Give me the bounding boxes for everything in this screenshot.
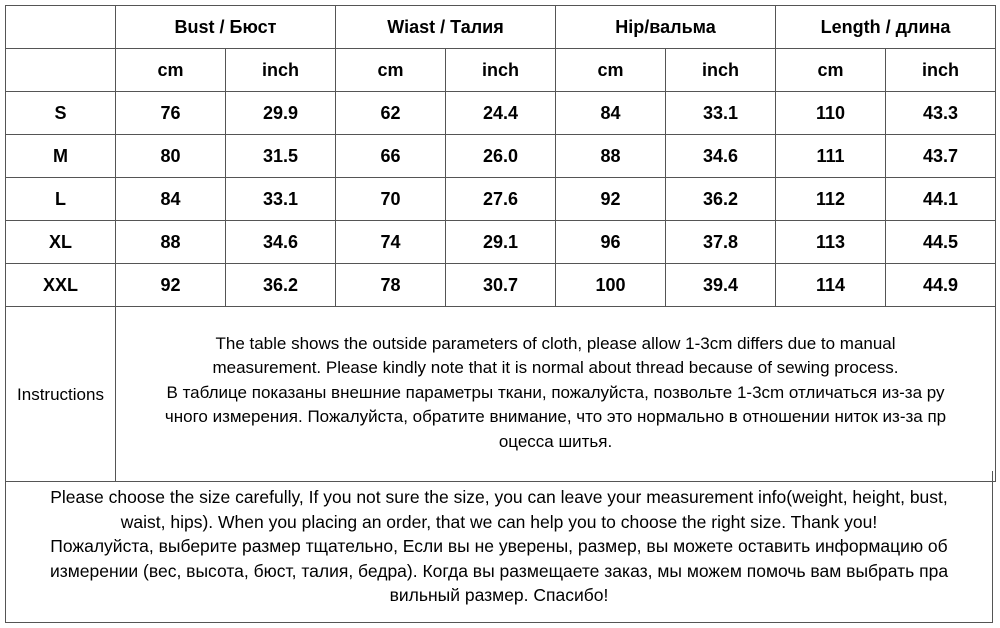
- table-cell: 29.1: [446, 221, 556, 264]
- instructions-row: [6, 307, 996, 482]
- table-cell: 43.7: [886, 135, 996, 178]
- table-cell: 33.1: [666, 92, 776, 135]
- instructions-line: The table shows the outside parameters of cloth, please allow 1-3cm differs due to manual: [215, 333, 896, 353]
- unit-cell: inch: [226, 49, 336, 92]
- instructions-line: чного измерения. Пожалуйста, обратите внимание, что это нормально в отношении ниток из-за пр: [164, 407, 947, 427]
- table-cell: 43.3: [886, 92, 996, 135]
- table-cell: 62: [336, 92, 446, 135]
- table-cell: 92: [116, 264, 226, 307]
- table-cell: 76: [116, 92, 226, 135]
- table-row: [6, 221, 996, 264]
- table-cell: 113: [776, 221, 886, 264]
- column-header: Wiast / Талия: [336, 6, 556, 49]
- table-cell: 34.6: [226, 221, 336, 264]
- table-row: [6, 264, 996, 307]
- table-cell: 27.6: [446, 178, 556, 221]
- table-cell: 36.2: [666, 178, 776, 221]
- table-cell: 88: [556, 135, 666, 178]
- unit-cell: inch: [666, 49, 776, 92]
- unit-cell: cm: [116, 49, 226, 92]
- notice-line: измерении (вес, высота, бюст, талия, бедра). Когда вы размещаете заказ, мы можем помочь вам выбрать пра: [49, 560, 949, 581]
- table-cell: 100: [556, 264, 666, 307]
- column-header: Length / длина: [776, 6, 996, 49]
- size-label: XL: [6, 221, 116, 264]
- notice-line: waist, hips). When you placing an order, that we can help you to choose the right size. Thank you!: [120, 511, 878, 532]
- notice-line: Пожалуйста, выберите размер тщательно, Если вы не уверены, размер, вы можете оставить информацию об: [50, 536, 948, 556]
- unit-cell: inch: [886, 49, 996, 92]
- table-cell: 44.1: [886, 178, 996, 221]
- unit-cell: cm: [556, 49, 666, 92]
- notice-line: вильный размер. Спасибо!: [389, 585, 609, 605]
- table-cell: 92: [556, 178, 666, 221]
- unit-row: [6, 49, 996, 92]
- table-cell: 24.4: [446, 92, 556, 135]
- column-header: Hip/вальма: [556, 6, 776, 49]
- table-cell: 112: [776, 178, 886, 221]
- table-cell: 74: [336, 221, 446, 264]
- size-label: M: [6, 135, 116, 178]
- instructions-line: оцесса шитья.: [498, 431, 613, 451]
- table-cell: 80: [116, 135, 226, 178]
- header-row: [6, 6, 996, 49]
- size-label: S: [6, 92, 116, 135]
- notice-line: Please choose the size carefully, If you not sure the size, you can leave your measurement info(weight, height, bust,: [50, 487, 948, 507]
- size-label: XXL: [6, 264, 116, 307]
- table-cell: 84: [556, 92, 666, 135]
- corner-cell: [6, 49, 116, 92]
- table-cell: 110: [776, 92, 886, 135]
- table-cell: 96: [556, 221, 666, 264]
- table-cell: 39.4: [666, 264, 776, 307]
- table-cell: 114: [776, 264, 886, 307]
- table-cell: 84: [116, 178, 226, 221]
- table-cell: 44.9: [886, 264, 996, 307]
- table-row: [6, 135, 996, 178]
- instructions-line: measurement. Please kindly note that it is normal about thread because of sewing process.: [212, 358, 899, 378]
- table-cell: 37.8: [666, 221, 776, 264]
- instructions-label: Instructions: [6, 307, 116, 482]
- unit-cell: cm: [776, 49, 886, 92]
- size-label: L: [6, 178, 116, 221]
- table-cell: 34.6: [666, 135, 776, 178]
- table-cell: 31.5: [226, 135, 336, 178]
- corner-cell: [6, 6, 116, 49]
- table-row: [6, 92, 996, 135]
- size-chart-table: [5, 5, 996, 482]
- table-cell: 29.9: [226, 92, 336, 135]
- table-cell: 70: [336, 178, 446, 221]
- size-notice: [5, 471, 993, 623]
- table-cell: 36.2: [226, 264, 336, 307]
- table-cell: 66: [336, 135, 446, 178]
- table-cell: 78: [336, 264, 446, 307]
- table-cell: 30.7: [446, 264, 556, 307]
- instructions-line: В таблице показаны внешние параметры ткани, пожалуйста, позвольте 1-3cm отличаться из-за ру: [166, 382, 945, 402]
- table-cell: 33.1: [226, 178, 336, 221]
- column-header: Bust / Бюст: [116, 6, 336, 49]
- unit-cell: inch: [446, 49, 556, 92]
- table-cell: 44.5: [886, 221, 996, 264]
- unit-cell: cm: [336, 49, 446, 92]
- table-cell: 111: [776, 135, 886, 178]
- instructions-text: [116, 307, 996, 482]
- table-cell: 88: [116, 221, 226, 264]
- table-cell: 26.0: [446, 135, 556, 178]
- table-row: [6, 178, 996, 221]
